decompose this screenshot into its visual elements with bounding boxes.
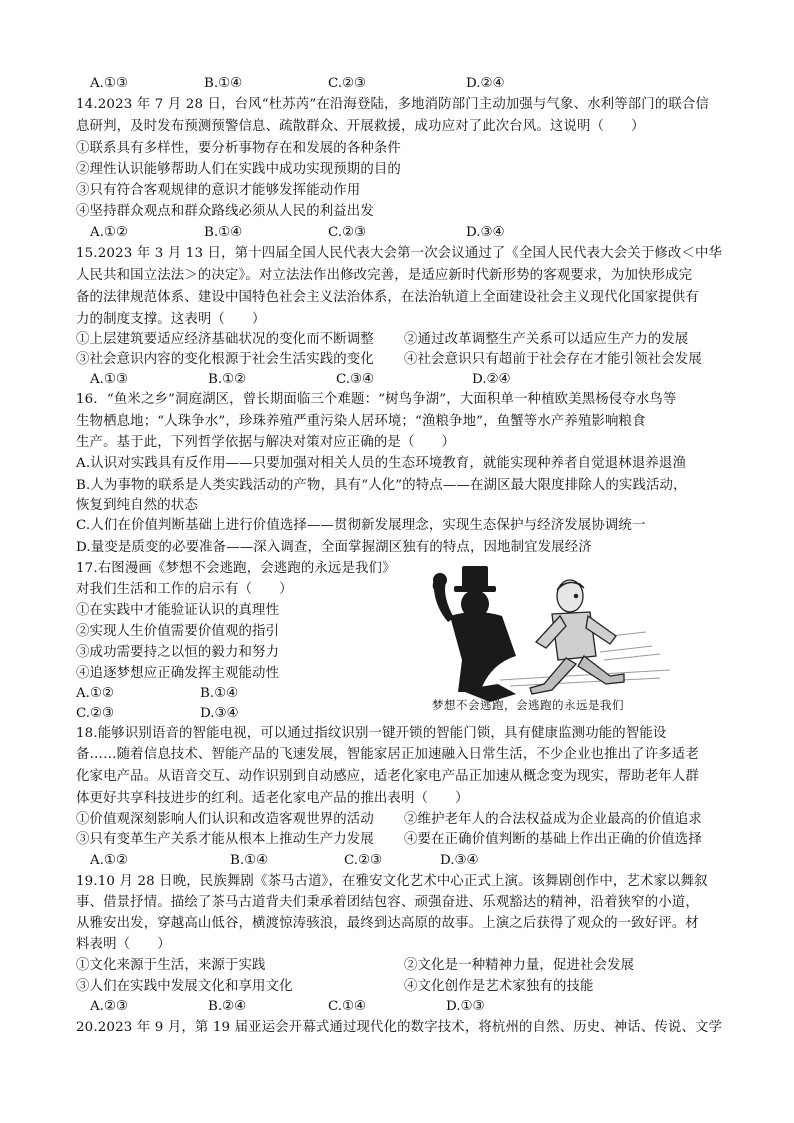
q16-choice-b-cont: 恢复到纯自然的状态 <box>76 498 198 513</box>
q17-options-row-2 <box>76 704 336 724</box>
q13-option-d[interactable]: D.②④ <box>466 76 505 91</box>
q14-item-1: ①联系具有多样性，要分析事物存在和发展的各种条件 <box>76 141 401 156</box>
q15-option-b[interactable]: B.①② <box>208 372 247 387</box>
q19-option-b[interactable]: B.②④ <box>208 999 247 1014</box>
q19-items-row-1 <box>76 956 724 976</box>
q18-items-row-2 <box>76 830 724 850</box>
q17-option-b[interactable]: B.①④ <box>200 686 239 701</box>
q15-items-row-1 <box>76 330 724 350</box>
q15-stem-line-2: 人民共和国立法法＞的决定》。对立法法作出修改完善，是适应新时代新形势的客观要求，为加快形成完 <box>76 268 693 283</box>
q14-option-b[interactable]: B.①④ <box>204 225 243 240</box>
q19-options <box>90 997 730 1017</box>
q18-option-d[interactable]: D.③④ <box>440 853 479 868</box>
q13-option-b[interactable]: B.①④ <box>204 76 243 91</box>
q16-choice-a[interactable]: A.认识对实践具有反作用——只要加强对相关人员的生态环境教育，就能实现种养者自觉退林退养退渔 <box>76 456 687 471</box>
q17-stem-line-2: 对我们生活和工作的启示有（ ） <box>76 582 293 597</box>
q18-stem-line-3: 化家电产品。从语音交互、动作识别到自动感应，适老化家电产品正加速从概念变为现实，帮助老年人群 <box>76 769 699 784</box>
q17-option-a[interactable]: A.①② <box>76 686 114 701</box>
q18-option-a[interactable]: A.①② <box>90 853 128 868</box>
q17-item-1: ①在实践中才能验证认识的真理性 <box>76 603 280 618</box>
q15-item-2: ②通过改革调整生产关系可以适应生产力的发展 <box>404 332 689 347</box>
q15-option-d[interactable]: D.②④ <box>472 372 511 387</box>
q18-option-c[interactable]: C.②③ <box>344 853 383 868</box>
q20-stem-line-1: 20.2023 年 9 月，第 19 届亚运会开幕式通过现代化的数字技术，将杭州的自然、历史、神话、传说、文学 <box>76 1020 723 1035</box>
q19-stem-line-2: 事、借景抒情。描绘了茶马古道背夫们秉承着团结包容、顽强奋进、乐观豁达的精神，沿着狭窄的小道， <box>76 895 699 910</box>
q14-options <box>90 223 730 243</box>
q14-stem-line-1: 14.2023 年 7 月 28 日，台风“杜苏芮”在沿海登陆，多地消防部门主动加强与气象、水利等部门的联合信 <box>76 97 709 112</box>
q18-stem-line-2: 备……随着信息技术、智能产品的飞速发展，智能家居正加速融入日常生活，不少企业也推出了许多适老 <box>76 747 699 762</box>
q18-items-row-1 <box>76 810 724 830</box>
q17-option-c[interactable]: C.②③ <box>76 706 115 721</box>
q19-item-2: ②文化是一种精神力量，促进社会发展 <box>404 958 635 973</box>
q15-option-a[interactable]: A.①③ <box>90 372 128 387</box>
q18-item-4: ④要在正确价值判断的基础上作出正确的价值选择 <box>404 832 702 847</box>
q15-stem-line-1: 15.2023 年 3 月 13 日，第十四届全国人民代表大会第一次会议通过了《全国人民代表大会关于修改＜中华 <box>76 246 723 261</box>
q14-stem-line-2: 息研判，及时发布预测预警信息、疏散群众、开展救援，成功应对了此次台风。这说明（ ） <box>76 119 645 134</box>
q19-option-d[interactable]: D.①③ <box>446 999 485 1014</box>
q17-option-d[interactable]: D.③④ <box>200 706 239 721</box>
q18-option-b[interactable]: B.①④ <box>230 853 269 868</box>
q14-item-3: ③只有符合客观规律的意识才能够发挥能动作用 <box>76 183 361 198</box>
q15-options <box>90 370 730 390</box>
q14-option-c[interactable]: C.②③ <box>328 225 367 240</box>
q14-item-4: ④坚持群众观点和群众路线必须从人民的利益出发 <box>76 204 374 219</box>
q13-option-c[interactable]: C.②③ <box>328 76 367 91</box>
q14-option-d[interactable]: D.③④ <box>466 225 505 240</box>
q15-stem-line-4: 力的制度支撑。这表明（ ） <box>76 312 266 327</box>
q15-option-c[interactable]: C.③④ <box>336 372 375 387</box>
q16-stem-line-1: 16．“鱼米之乡”洞庭湖区，曾长期面临三个难题：“树鸟争湖”，大面积单一种植欧美黑杨侵夺水鸟等 <box>76 392 677 407</box>
q19-option-c[interactable]: C.①④ <box>328 999 367 1014</box>
q19-item-3: ③人们在实践中发展文化和享用文化 <box>76 979 293 994</box>
q18-stem-line-1: 18.能够识别语音的智能电视，可以通过指纹识别一键开锁的智能门锁，具有健康监测功能的智能设 <box>76 726 667 741</box>
q16-choice-d[interactable]: D.量变是质变的必要准备——深入调查，全面掌握湖区独有的特点，因地制宜发展经济 <box>76 540 592 555</box>
q16-stem-line-2: 生物栖息地；“人珠争水”，珍珠养殖严重污染人居环境；“渔粮争地”，鱼蟹等水产养殖影响粮食 <box>76 414 646 429</box>
q16-stem-line-3: 生产。基于此，下列哲学依据与解决对策对应正确的是（ ） <box>76 435 456 450</box>
q16-choice-c[interactable]: C.人们在价值判断基础上进行价值选择——贯彻新发展理念，实现生态保护与经济发展协调统一 <box>76 518 646 533</box>
q17-item-4: ④追逐梦想应正确发挥主观能动性 <box>76 666 280 681</box>
q15-stem-line-3: 备的法律规范体系、建设中国特色社会主义法治体系，在法治轨道上全面建设社会主义现代化国家提供有 <box>76 290 699 305</box>
q19-item-4: ④文化创作是艺术家独有的技能 <box>404 979 594 994</box>
q15-item-3: ③社会意识内容的变化根源于社会生活实践的变化 <box>76 352 374 367</box>
q18-options <box>90 851 730 871</box>
q19-item-1: ①文化来源于生活，来源于实践 <box>76 958 266 973</box>
cartoon-caption: 梦想不会逃跑，会逃跑的永远是我们 <box>432 698 624 712</box>
q18-item-2: ②维护老年人的合法权益成为企业最高的价值追求 <box>404 812 702 827</box>
q19-stem-line-3: 从雅安出发，穿越高山低谷，横渡惊涛骇浪，最终到达高原的故事。上演之后获得了观众的一致好评。材 <box>76 916 699 931</box>
q13-options <box>90 74 730 94</box>
q19-stem-line-4: 料表明（ ） <box>76 937 171 952</box>
q19-option-a[interactable]: A.②③ <box>90 999 128 1014</box>
q17-options-row-1 <box>76 684 336 704</box>
q18-item-1: ①价值观深刻影响人们认识和改造客观世界的活动 <box>76 812 374 827</box>
q19-stem-line-1: 19.10 月 28 日晚，民族舞剧《茶马古道》，在雅安文化艺术中心正式上演。该舞剧创作中，艺术家以舞叙 <box>76 874 708 889</box>
q18-item-3: ③只有变革生产关系才能从根本上推动生产力发展 <box>76 832 374 847</box>
q15-item-4: ④社会意识只有超前于社会存在才能引领社会发展 <box>404 352 702 367</box>
q15-items-row-2 <box>76 350 724 370</box>
shadow-figure <box>433 566 516 702</box>
q18-stem-line-4: 体更好共享科技进步的红利。适老化家电产品的推出表明（ ） <box>76 791 469 806</box>
q17-item-2: ②实现人生价值需要价值观的指引 <box>76 624 280 639</box>
q14-item-2: ②理性认识能够帮助人们在实践中成功实现预期的目的 <box>76 162 401 177</box>
q15-item-1: ①上层建筑要适应经济基础状况的变化而不断调整 <box>76 332 374 347</box>
running-man <box>530 580 624 694</box>
q13-option-a[interactable]: A.①③ <box>90 76 128 91</box>
q17-stem-line-1: 17.右图漫画《梦想不会逃跑，会逃跑的永远是我们》 <box>76 561 396 576</box>
q14-option-a[interactable]: A.①② <box>90 225 128 240</box>
q19-items-row-2 <box>76 977 724 997</box>
q17-item-3: ③成功需要持之以恒的毅力和努力 <box>76 645 280 660</box>
q16-choice-b[interactable]: B.人为事物的联系是人类实践活动的产物，具有“人化”的特点——在湖区最大限度排除人的实践活动， <box>76 478 687 493</box>
